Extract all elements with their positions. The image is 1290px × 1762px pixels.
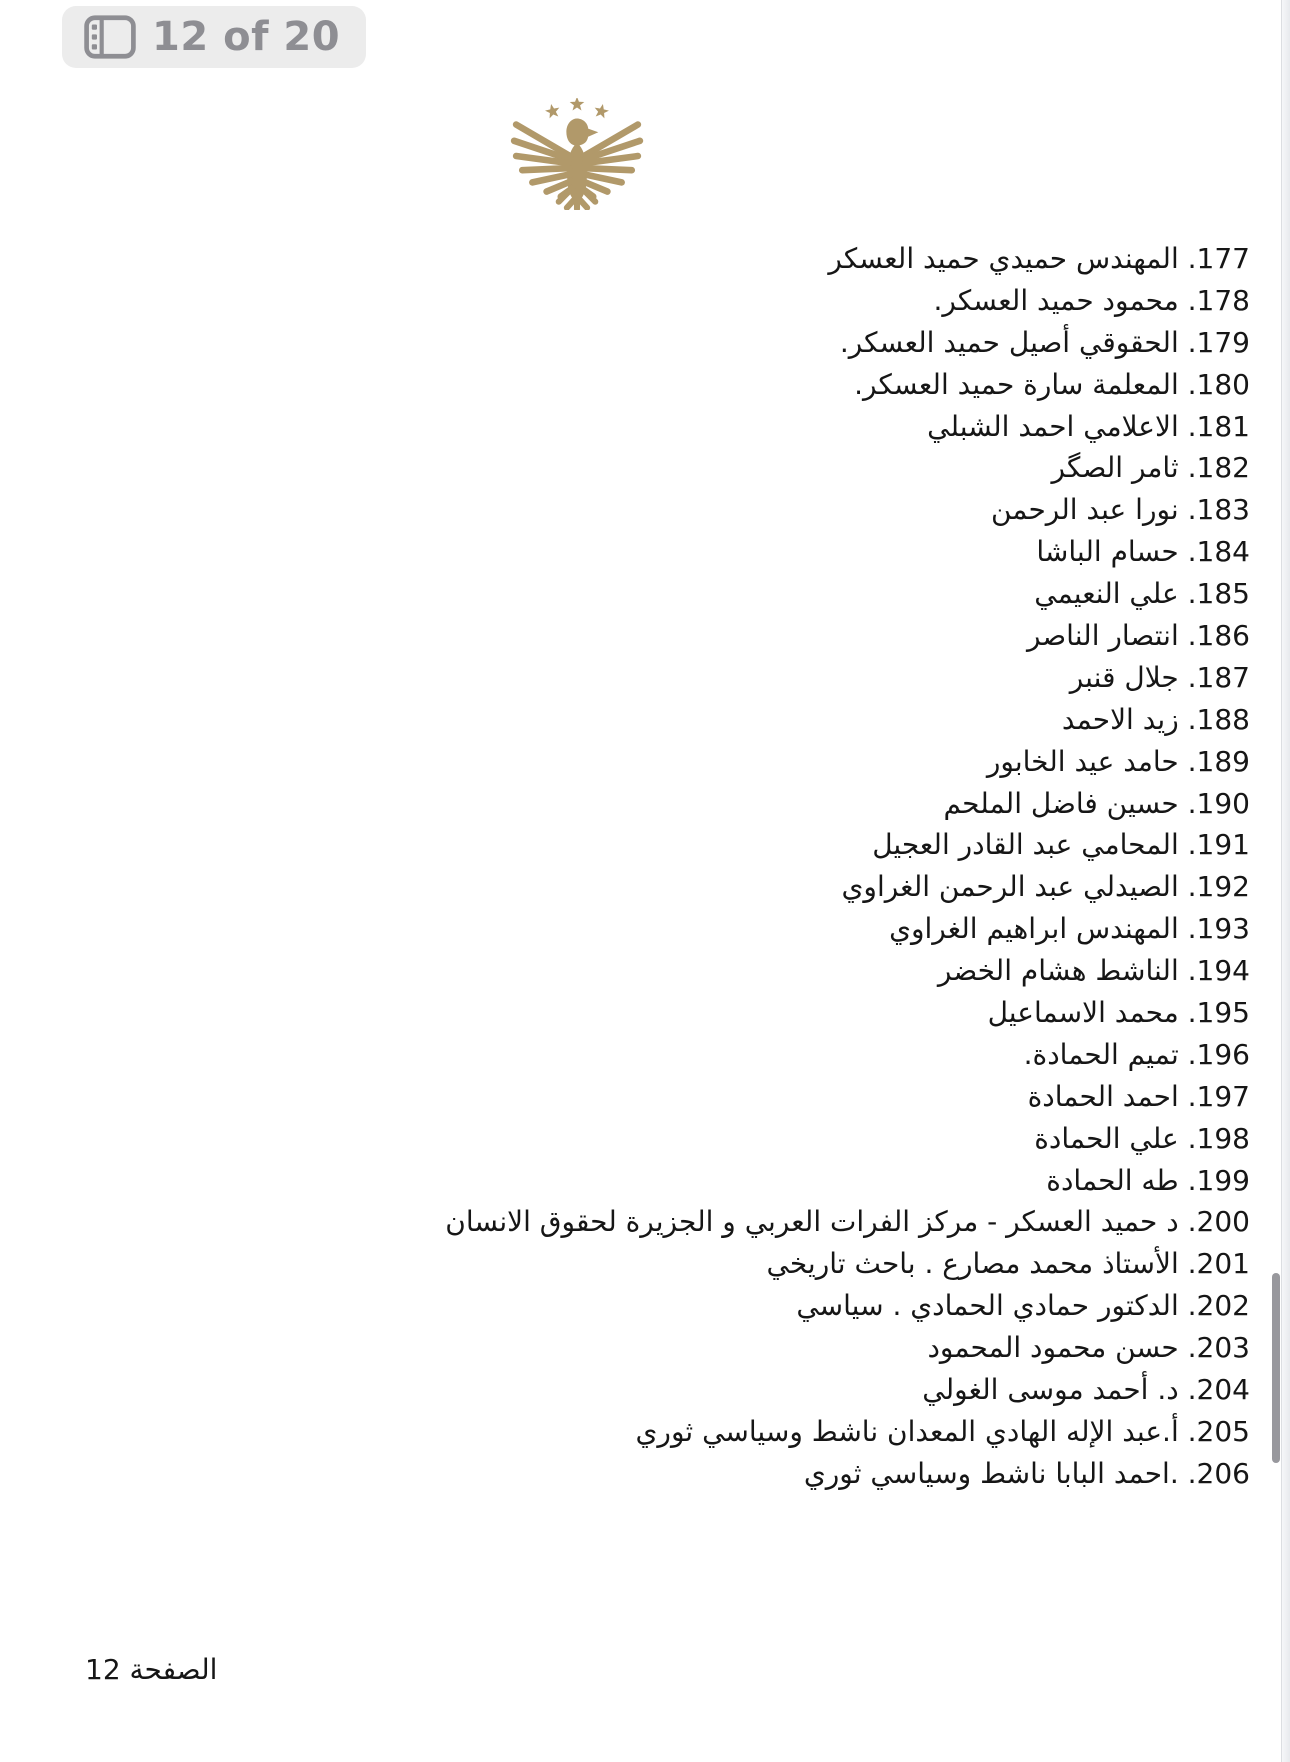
page-thumbnails-icon xyxy=(84,15,136,59)
list-item-number: 193. xyxy=(1187,912,1250,946)
list-item-number: 185. xyxy=(1187,577,1250,611)
list-item xyxy=(60,238,1250,280)
list-item-text: حسام الباشا xyxy=(1036,535,1179,569)
list-item xyxy=(60,1201,1250,1243)
list-item xyxy=(60,699,1250,741)
list-item xyxy=(60,908,1250,950)
list-item-number: 188. xyxy=(1187,702,1250,736)
list-item-text: أ.عبد الإله الهادي المعدان ناشط وسياسي ثوري xyxy=(635,1414,1179,1448)
list-item-text: محمد الاسماعيل xyxy=(987,996,1179,1030)
list-item-number: 200. xyxy=(1187,1205,1250,1239)
list-item-number: 187. xyxy=(1187,660,1250,694)
list-item-text: نورا عبد الرحمن xyxy=(990,493,1179,527)
list-item-text: حامد عيد الخابور xyxy=(986,744,1179,778)
list-item-number: 203. xyxy=(1187,1331,1250,1365)
list-item-text: علي النعيمي xyxy=(1034,577,1179,611)
page-edge xyxy=(1281,0,1290,1762)
list-item-number: 199. xyxy=(1187,1163,1250,1197)
list-item-text: .احمد البابا ناشط وسياسي ثوري xyxy=(803,1456,1179,1490)
list-item-number: 195. xyxy=(1187,996,1250,1030)
list-item xyxy=(60,1118,1250,1160)
list-item-text: د. أحمد موسى الغولي xyxy=(922,1373,1179,1407)
list-item-number: 204. xyxy=(1187,1373,1250,1407)
list-item xyxy=(60,1034,1250,1076)
scrollbar-thumb[interactable] xyxy=(1272,1273,1280,1463)
list-item-number: 184. xyxy=(1187,535,1250,569)
list-item xyxy=(60,280,1250,322)
list-item-text: علي الحمادة xyxy=(1034,1121,1179,1155)
list-item-number: 192. xyxy=(1187,870,1250,904)
list-item xyxy=(60,1160,1250,1202)
list-item xyxy=(60,783,1250,825)
list-item-text: انتصار الناصر xyxy=(1026,619,1179,653)
list-item-number: 178. xyxy=(1187,283,1250,317)
list-item-number: 205. xyxy=(1187,1414,1250,1448)
list-item-number: 179. xyxy=(1187,325,1250,359)
list-item-number: 180. xyxy=(1187,367,1250,401)
list-item xyxy=(60,447,1250,489)
list-item-number: 183. xyxy=(1187,493,1250,527)
list-item xyxy=(60,992,1250,1034)
list-item xyxy=(60,1411,1250,1453)
list-item-text: الدكتور حمادي الحمادي . سياسي xyxy=(796,1289,1179,1323)
list-item-number: 191. xyxy=(1187,828,1250,862)
list-item xyxy=(60,531,1250,573)
list-item-text: ثامر الصگر xyxy=(1051,451,1179,485)
list-item-number: 197. xyxy=(1187,1079,1250,1113)
list-item-text: محمود حميد العسكر. xyxy=(933,283,1179,317)
list-item-text: المحامي عبد القادر العجيل xyxy=(872,828,1179,862)
list-item-number: 201. xyxy=(1187,1247,1250,1281)
page-indicator-badge[interactable] xyxy=(62,6,366,68)
list-item-number: 198. xyxy=(1187,1121,1250,1155)
list-item-number: 186. xyxy=(1187,619,1250,653)
list-item-text: الاعلامي احمد الشبلي xyxy=(927,409,1179,443)
list-item xyxy=(60,489,1250,531)
list-item-text: حسن محمود المحمود xyxy=(927,1331,1179,1365)
list-item-text: تميم الحمادة. xyxy=(1023,1037,1179,1071)
list-item-number: 206. xyxy=(1187,1456,1250,1490)
list-item xyxy=(60,406,1250,448)
list-item xyxy=(60,824,1250,866)
list-item xyxy=(60,615,1250,657)
list-item xyxy=(60,322,1250,364)
list-item-text: د حميد العسكر - مركز الفرات العربي و الجزيرة لحقوق الانسان xyxy=(445,1205,1179,1239)
list-item-text: المعلمة سارة حميد العسكر. xyxy=(854,367,1179,401)
list-item-text: طه الحمادة xyxy=(1046,1163,1179,1197)
list-item xyxy=(60,1076,1250,1118)
list-item-number: 194. xyxy=(1187,954,1250,988)
list-item-text: الناشط هشام الخضر xyxy=(937,954,1179,988)
list-item xyxy=(60,741,1250,783)
list-item-text: احمد الحمادة xyxy=(1027,1079,1179,1113)
list-item-text: زيد الاحمد xyxy=(1061,702,1179,736)
list-item xyxy=(60,364,1250,406)
page-indicator-label: 12 of 20 xyxy=(152,14,341,60)
list-item-number: 182. xyxy=(1187,451,1250,485)
list-item-text: جلال قنبر xyxy=(1069,660,1179,694)
list-item-text: المهندس ابراهيم الغراوي xyxy=(889,912,1179,946)
list-item xyxy=(60,657,1250,699)
list-item xyxy=(60,1285,1250,1327)
list-item-text: حسين فاضل الملحم xyxy=(943,786,1179,820)
list-item xyxy=(60,1369,1250,1411)
list-item xyxy=(60,950,1250,992)
list-item-text: الأستاذ محمد مصارع . باحث تاريخي xyxy=(766,1247,1179,1281)
list-item xyxy=(60,573,1250,615)
list-item-text: الحقوقي أصيل حميد العسكر. xyxy=(839,325,1179,359)
list-item xyxy=(60,866,1250,908)
list-item-number: 177. xyxy=(1187,242,1250,275)
list-item-number: 181. xyxy=(1187,409,1250,443)
list-item xyxy=(60,1243,1250,1285)
list-item-number: 202. xyxy=(1187,1289,1250,1323)
list-item-text: الصيدلي عبد الرحمن الغراوي xyxy=(841,870,1179,904)
list-item-text: المهندس حميدي حميد العسكر xyxy=(828,242,1179,275)
federal-eagle-emblem xyxy=(506,98,648,210)
list-item-number: 196. xyxy=(1187,1037,1250,1071)
page-footer: الصفحة 12 xyxy=(85,1653,218,1686)
name-list xyxy=(60,238,1250,1495)
list-item-number: 189. xyxy=(1187,744,1250,778)
list-item-number: 190. xyxy=(1187,786,1250,820)
list-item xyxy=(60,1453,1250,1495)
list-item xyxy=(60,1327,1250,1369)
